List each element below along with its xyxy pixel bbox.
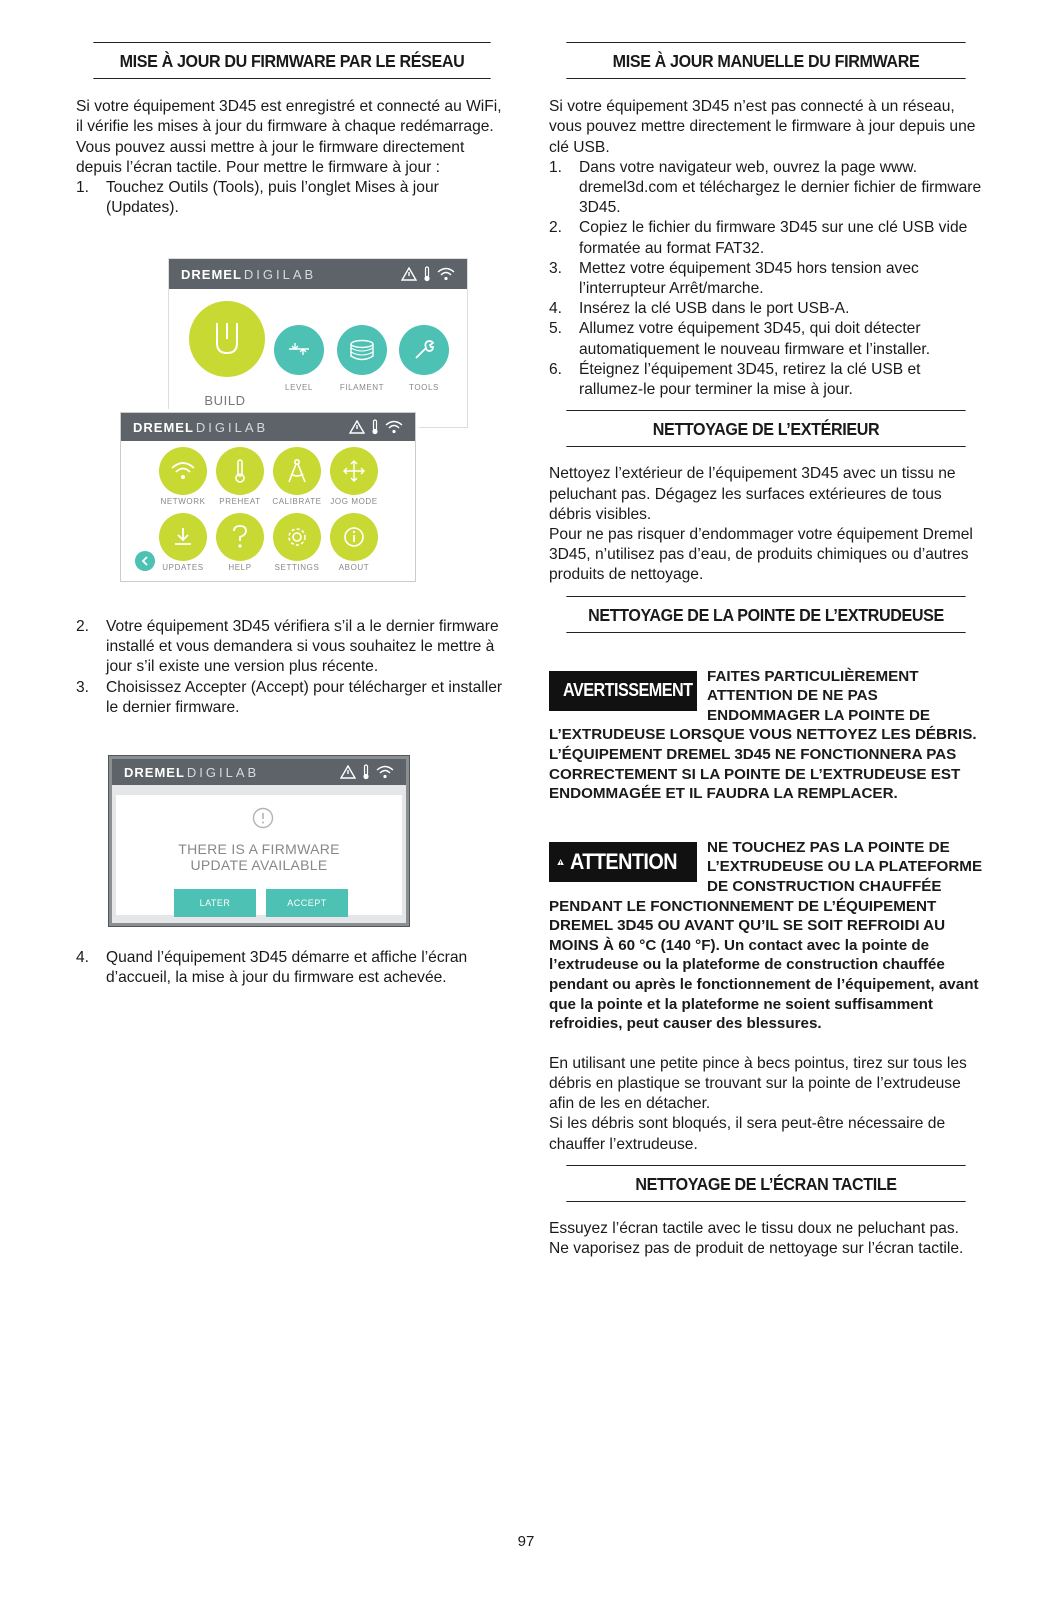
network-button[interactable] [159, 447, 207, 495]
build-button[interactable] [189, 301, 265, 377]
calibrate-button[interactable] [273, 447, 321, 495]
network-update-intro: Si votre équipement 3D45 est enregistré et connecté au WiFi, il vérifie les mises à jour du firmware à chaque redémarrage. Vous pouvez aussi mettre à jour le firmware directement depuis l’écran tactile. Pour mettre le firmware à jour : [76, 98, 502, 176]
filament-button[interactable] [337, 325, 387, 375]
updates-label: UPDATES [162, 563, 204, 572]
brand-digilab: DIGILAB [195, 419, 269, 435]
help-label: HELP [228, 563, 252, 572]
warning-block [549, 667, 983, 804]
status-icons [340, 764, 394, 780]
warning-icon [340, 765, 356, 779]
settings-label: SETTINGS [274, 563, 320, 572]
compass-icon [285, 458, 309, 484]
attention-badge [549, 842, 697, 882]
info-icon [342, 525, 366, 549]
step-text: Éteignez l’équipement 3D45, retirez la clé USB et rallumez-le pour terminer la mise à jour. [579, 360, 921, 398]
right-column [549, 42, 983, 1259]
step-item [76, 948, 508, 988]
status-icons [401, 266, 455, 282]
screen-header-bar [121, 413, 415, 441]
page-number: 97 [517, 1533, 535, 1550]
preheat-label: PREHEAT [219, 497, 261, 506]
network-update-steps-a [76, 178, 508, 218]
brand-dremel: DREMEL [133, 419, 194, 435]
tools-label: TOOLS [409, 383, 439, 392]
network-update-steps-c [76, 948, 508, 988]
step-number: 4. [76, 949, 90, 966]
warning-text: FAITES PARTICULIÈREMENT ATTENTION DE NE PAS ENDOMMAGER LA POINTE DE L’EXTRUDEUSE LORSQUE VOUS NETTOYEZ LES DÉBRIS. L’ÉQUIPEMENT DREMEL 3D45 NE FONCTIONNERA PAS CORRECTEMENT SI LA POINTE DE L’EXTRUDEUSE EST ENDOMMAGÉE ET IL FAUDRA LA REMPLACER. [549, 667, 977, 803]
extruder-cleaning-p1: En utilisant une petite pince à becs pointus, tirez sur tous les débris en plastique se trouvant sur la pointe de l’extrudeuse afin de les en détacher. [549, 1054, 967, 1113]
thermometer-icon [371, 419, 379, 435]
settings-button[interactable] [273, 513, 321, 561]
dialog-message-line2: UPDATE AVAILABLE [190, 857, 328, 873]
section-title-exterior-cleaning: NETTOYAGE DE L’EXTÉRIEUR [566, 410, 965, 447]
step-item [76, 178, 508, 218]
question-icon [231, 524, 249, 550]
build-label: BUILD [204, 393, 246, 408]
manual-update-intro: Si votre équipement 3D45 n’est pas connecté à un réseau, vous pouvez mettre directement le firmware à jour depuis une clé USB. [549, 98, 976, 156]
left-column [76, 42, 508, 218]
warning-icon [349, 420, 365, 434]
level-button[interactable] [274, 325, 324, 375]
brand-dremel: DREMEL [181, 266, 242, 282]
calibrate-label: CALIBRATE [272, 497, 322, 506]
screen-header-bar [112, 759, 406, 785]
section-title-touchscreen-cleaning: NETTOYAGE DE L’ÉCRAN TACTILE [566, 1165, 965, 1202]
wifi-icon [437, 267, 455, 281]
help-button[interactable] [216, 513, 264, 561]
firmware-dialog-mockup [108, 755, 410, 927]
step-text: Choisissez Accepter (Accept) pour télécharger et installer le dernier firmware. [106, 678, 503, 716]
step-text: Quand l’équipement 3D45 démarre et affiche l’écran d’accueil, la mise à jour du firmware est achevée. [106, 949, 468, 987]
step-item [76, 617, 508, 678]
wrench-icon [412, 338, 436, 362]
step-number: 6. [549, 360, 563, 378]
chevron-left-icon [140, 556, 150, 566]
gear-icon [284, 524, 310, 550]
step-number: 3. [549, 259, 563, 277]
tools-screen-mockup [120, 412, 416, 582]
jog-mode-label: JOG MODE [330, 497, 378, 506]
brand-digilab: DIGILAB [243, 266, 317, 282]
left-column-steps-b [76, 617, 508, 718]
touchscreen-cleaning-p1: Essuyez l’écran tactile avec le tissu doux ne peluchant pas. Ne vaporisez pas de produit de nettoyage sur l’écran tactile. [549, 1219, 964, 1258]
step-number: 1. [549, 158, 563, 176]
screen-header-bar [169, 259, 467, 289]
status-icons [349, 419, 403, 435]
exterior-cleaning-p1: Nettoyez l’extérieur de l’équipement 3D45 avec un tissu ne peluchant pas. Dégagez les surfaces extérieures de tous débris visibles. [549, 465, 956, 523]
step-text: Dans votre navigateur web, ouvrez la page www. dremel3d.com et téléchargez le dernier fichier de firmware 3D45. [579, 158, 982, 217]
step-text: Copiez le fichier du firmware 3D45 sur une clé USB vide formatée au format FAT32. [579, 219, 968, 257]
step-item [549, 259, 983, 299]
brand-digilab: DIGILAB [186, 764, 260, 780]
dialog-card [116, 795, 402, 915]
step-text: Allumez votre équipement 3D45, qui doit détecter automatiquement le nouveau firmware et l’installer. [579, 320, 931, 358]
step-item [549, 319, 983, 359]
section-title-network-update: MISE À JOUR DU FIRMWARE PAR LE RÉSEAU [93, 42, 490, 79]
warning-icon [401, 267, 417, 281]
about-button[interactable] [330, 513, 378, 561]
back-button[interactable] [135, 551, 155, 571]
attention-block [549, 838, 983, 1034]
wifi-icon [385, 420, 403, 434]
level-icon [287, 341, 311, 359]
warning-badge [549, 671, 697, 711]
step-number: 4. [549, 300, 563, 318]
step-text: Insérez la clé USB dans le port USB-A. [579, 300, 850, 318]
updates-button[interactable] [159, 513, 207, 561]
jog-mode-button[interactable] [330, 447, 378, 495]
dialog-backdrop [112, 785, 406, 923]
step-number: 5. [549, 320, 563, 338]
step-item [76, 678, 508, 718]
filament-label: FILAMENT [339, 383, 385, 392]
network-label: NETWORK [160, 497, 206, 506]
about-label: ABOUT [338, 563, 370, 572]
step-number: 2. [549, 219, 563, 237]
attention-label: ATTENTION [570, 848, 678, 874]
section-title-manual-update: MISE À JOUR MANUELLE DU FIRMWARE [566, 42, 965, 79]
step-item [549, 299, 983, 319]
exterior-cleaning-p2: Pour ne pas risquer d’endommager votre équipement Dremel 3D45, n’utilisez pas d’eau, de produits chimiques ou d’autres produits de nettoyage. [549, 525, 973, 584]
step-item [549, 158, 983, 219]
thermometer-icon [234, 458, 246, 484]
step-text: Votre équipement 3D45 vérifiera s’il a le dernier firmware installé et vous demandera si vous souhaitez le mettre à jour s’il existe une version plus récente. [106, 618, 499, 676]
step-item [549, 360, 983, 400]
step-number: 1. [76, 178, 90, 196]
left-column-steps-c [76, 948, 508, 988]
filament-icon [349, 339, 375, 361]
download-icon [171, 525, 195, 549]
extruder-cleaning-p2: Si les débris sont bloqués, il sera peut-être nécessaire de chauffer l’extrudeuse. [549, 1115, 946, 1153]
thermometer-icon [423, 266, 431, 282]
tools-button[interactable] [399, 325, 449, 375]
attention-text: NE TOUCHEZ PAS LA POINTE DE L’EXTRUDEUSE OU LA PLATEFORME DE CONSTRUCTION CHAUFFÉE PENDANT LE FONCTIONNEMENT DE L’ÉQUIPEMENT DREMEL 3D45 OU AVANT QU’IL SE SOIT REFROIDI AU MOINS À 60 °C (140 °F). Un contact avec la pointe de l’extrudeuse ou la plateforme de construction chauffée pendant ou après le fonctionnement de l’équipement, avant que la pointe et la plateforme ne soient suffisamment refroidies, peut causer des blessures. [549, 838, 983, 1033]
later-button[interactable]: LATER [174, 889, 256, 917]
dialog-message-line1: THERE IS A FIRMWARE [178, 841, 340, 857]
thermometer-icon [362, 764, 370, 780]
wifi-icon [376, 765, 394, 779]
brand-dremel: DREMEL [124, 764, 185, 780]
step-text: Touchez Outils (Tools), puis l’onglet Mises à jour (Updates). [106, 178, 439, 217]
step-text: Mettez votre équipement 3D45 hors tension avec l’interrupteur Arrêt/marche. [579, 259, 919, 297]
wifi-icon [170, 461, 196, 481]
section-title-extruder-cleaning: NETTOYAGE DE LA POINTE DE L’EXTRUDEUSE [566, 596, 965, 633]
step-number: 3. [76, 678, 90, 696]
warning-triangle-icon [557, 851, 564, 873]
build-icon [209, 319, 245, 359]
warning-label: AVERTISSEMENT [563, 680, 693, 701]
info-circle-icon [252, 807, 274, 829]
level-label: LEVEL [285, 383, 313, 392]
preheat-button[interactable] [216, 447, 264, 495]
move-arrows-icon [342, 459, 366, 483]
network-update-steps-b [76, 617, 508, 718]
step-number: 2. [76, 618, 90, 635]
manual-update-steps [549, 158, 983, 400]
home-screen-mockup [168, 258, 468, 428]
accept-button[interactable]: ACCEPT [266, 889, 348, 917]
step-item [549, 218, 983, 258]
